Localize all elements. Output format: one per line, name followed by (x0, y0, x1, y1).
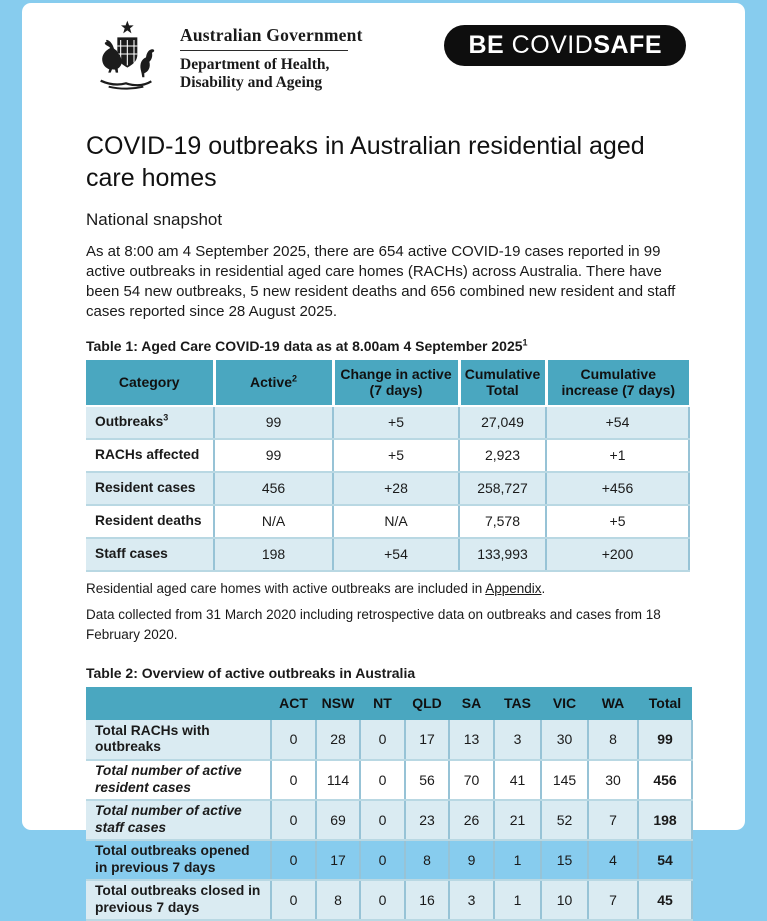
table-cell: 27,049 (459, 406, 546, 439)
logo-divider (180, 50, 348, 51)
table-cell: +54 (333, 538, 459, 571)
column-header: WA (588, 687, 638, 720)
be-covidsafe-badge (444, 25, 686, 66)
table1-body (86, 406, 689, 571)
department-name-line1: Department of Health, (180, 56, 330, 73)
table-cell: 56 (405, 760, 449, 800)
table-cell: +28 (333, 472, 459, 505)
government-text-block (180, 25, 363, 93)
table-cell: 41 (494, 760, 541, 800)
table-cell: 15 (541, 840, 588, 880)
badge-covid: COVID (504, 31, 594, 59)
footnote-appendix-text: Residential aged care homes with active outbreaks are included in (86, 580, 486, 596)
table-cell: N/A (214, 505, 333, 538)
table-cell: 99 (214, 439, 333, 472)
column-header: Active$^2$ (214, 360, 333, 406)
table-cell: 8 (588, 720, 638, 760)
table-cell: 0 (360, 800, 405, 840)
table1 (86, 360, 690, 572)
table-cell: 114 (316, 760, 360, 800)
column-header: NSW (316, 687, 360, 720)
table-cell: 1 (494, 840, 541, 880)
table-cell: 99 (214, 406, 333, 439)
table-cell: 0 (271, 760, 316, 800)
column-header: TAS (494, 687, 541, 720)
row-label: Outbreaks$^3$ (86, 406, 214, 439)
row-label: Total outbreaks closed in previous 7 days (86, 880, 271, 920)
row-label: Total outbreaks opened in previous 7 days (86, 840, 271, 880)
table-row (86, 800, 692, 840)
row-label: Resident deaths (86, 505, 214, 538)
table-cell: 198 (638, 800, 692, 840)
table-cell: 21 (494, 800, 541, 840)
column-header: SA (449, 687, 494, 720)
table-cell: 456 (214, 472, 333, 505)
column-header (86, 687, 271, 720)
table-cell: 0 (271, 880, 316, 920)
table-cell: 45 (638, 880, 692, 920)
table-cell: 28 (316, 720, 360, 760)
table-row (86, 538, 689, 571)
footnote-appendix (86, 579, 688, 599)
table-cell: 0 (360, 880, 405, 920)
coat-of-arms-icon (86, 13, 166, 99)
table1-caption (86, 338, 688, 354)
appendix-link[interactable]: Appendix (485, 580, 542, 596)
department-name-line2: Disability and Ageing (180, 74, 323, 92)
table-row (86, 439, 689, 472)
column-header: Cumulative increase (7 days) (546, 360, 689, 406)
badge-safe: SAFE (593, 31, 662, 59)
table2 (86, 687, 693, 921)
table-cell: 16 (405, 880, 449, 920)
table-cell: 17 (316, 840, 360, 880)
table-cell: +5 (546, 505, 689, 538)
table2-caption: Table 2: Overview of active outbreaks in Australia (86, 664, 416, 681)
table-cell: 13 (449, 720, 494, 760)
row-label: Resident cases (86, 472, 214, 505)
table-cell: 23 (405, 800, 449, 840)
table-cell: 17 (405, 720, 449, 760)
table-cell: 145 (541, 760, 588, 800)
table-cell: +5 (333, 406, 459, 439)
table-row (86, 720, 692, 760)
table-row (86, 760, 692, 800)
document-header (86, 13, 688, 105)
table-cell: 0 (360, 840, 405, 880)
table-cell: 1 (494, 880, 541, 920)
table-cell: 0 (271, 720, 316, 760)
row-label: Total number of active staff cases (86, 800, 271, 840)
table-row (86, 880, 692, 920)
table-row (86, 505, 689, 538)
table-cell: +200 (546, 538, 689, 571)
table-cell: 2,923 (459, 439, 546, 472)
column-header: VIC (541, 687, 588, 720)
table-cell: 3 (449, 880, 494, 920)
row-label: Staff cases (86, 538, 214, 571)
table1-caption-text: Table 1: Aged Care COVID-19 data as at 8.00am 4 September 2025 (86, 337, 523, 354)
row-label: Total RACHs with outbreaks (86, 720, 271, 760)
table-cell: 456 (638, 760, 692, 800)
table-cell: N/A (333, 505, 459, 538)
row-label: RACHs affected (86, 439, 214, 472)
column-header: Total (638, 687, 692, 720)
table-row (86, 840, 692, 880)
row-label: Total number of active resident cases (86, 760, 271, 800)
column-header: Cumulative Total (459, 360, 546, 406)
table-cell: 26 (449, 800, 494, 840)
column-header: QLD (405, 687, 449, 720)
table-cell: 52 (541, 800, 588, 840)
table-cell: +456 (546, 472, 689, 505)
intro-paragraph: As at 8:00 am 4 September 2025, there are 654 active COVID-19 cases reported in 99 active outbreaks in residential aged care homes (RACHs) across Australia. There have been 54 new outbreaks, 5 new resident deaths and 656 combined new resident and staff cases reported since 28 August 2025. (86, 242, 676, 320)
table-cell: 198 (214, 538, 333, 571)
table-cell: 3 (494, 720, 541, 760)
footnote-appendix-period: . (541, 580, 546, 596)
column-header: ACT (271, 687, 316, 720)
table-cell: +54 (546, 406, 689, 439)
table-cell: 8 (316, 880, 360, 920)
table-cell: 7,578 (459, 505, 546, 538)
badge-be: BE (468, 31, 505, 59)
table-cell: +5 (333, 439, 459, 472)
table-cell: 30 (541, 720, 588, 760)
table-cell: 10 (541, 880, 588, 920)
table-cell: 258,727 (459, 472, 546, 505)
table1-caption-footnote-marker: 1 (522, 337, 528, 348)
table-cell: 9 (449, 840, 494, 880)
table-cell: 70 (449, 760, 494, 800)
table-cell: 0 (360, 760, 405, 800)
page-title: COVID-19 outbreaks in Australian residential aged care homes (86, 132, 645, 192)
table-cell: 69 (316, 800, 360, 840)
table-cell: 99 (638, 720, 692, 760)
table2-body (86, 720, 692, 920)
column-header: Change in active (7 days) (333, 360, 459, 406)
table-cell: 30 (588, 760, 638, 800)
table-cell: +1 (546, 439, 689, 472)
document-page (22, 3, 745, 915)
table-row (86, 406, 689, 439)
table2-header-row (86, 687, 692, 720)
table-cell: 0 (271, 840, 316, 880)
table-cell: 133,993 (459, 538, 546, 571)
government-title: Australian Government (180, 25, 363, 45)
column-header: NT (360, 687, 405, 720)
column-header: Category (86, 360, 214, 406)
table-cell: 0 (360, 720, 405, 760)
footnote-data-collection: Data collected from 31 March 2020 including retrospective data on outbreaks and cases from 18 February 2020. (86, 607, 661, 642)
table-cell: 8 (405, 840, 449, 880)
page-subtitle: National snapshot (86, 209, 223, 229)
table-cell: 0 (271, 800, 316, 840)
table-cell: 4 (588, 840, 638, 880)
table1-header-row (86, 360, 689, 406)
table-row (86, 472, 689, 505)
table-cell: 54 (638, 840, 692, 880)
table-cell: 7 (588, 800, 638, 840)
table-cell: 7 (588, 880, 638, 920)
